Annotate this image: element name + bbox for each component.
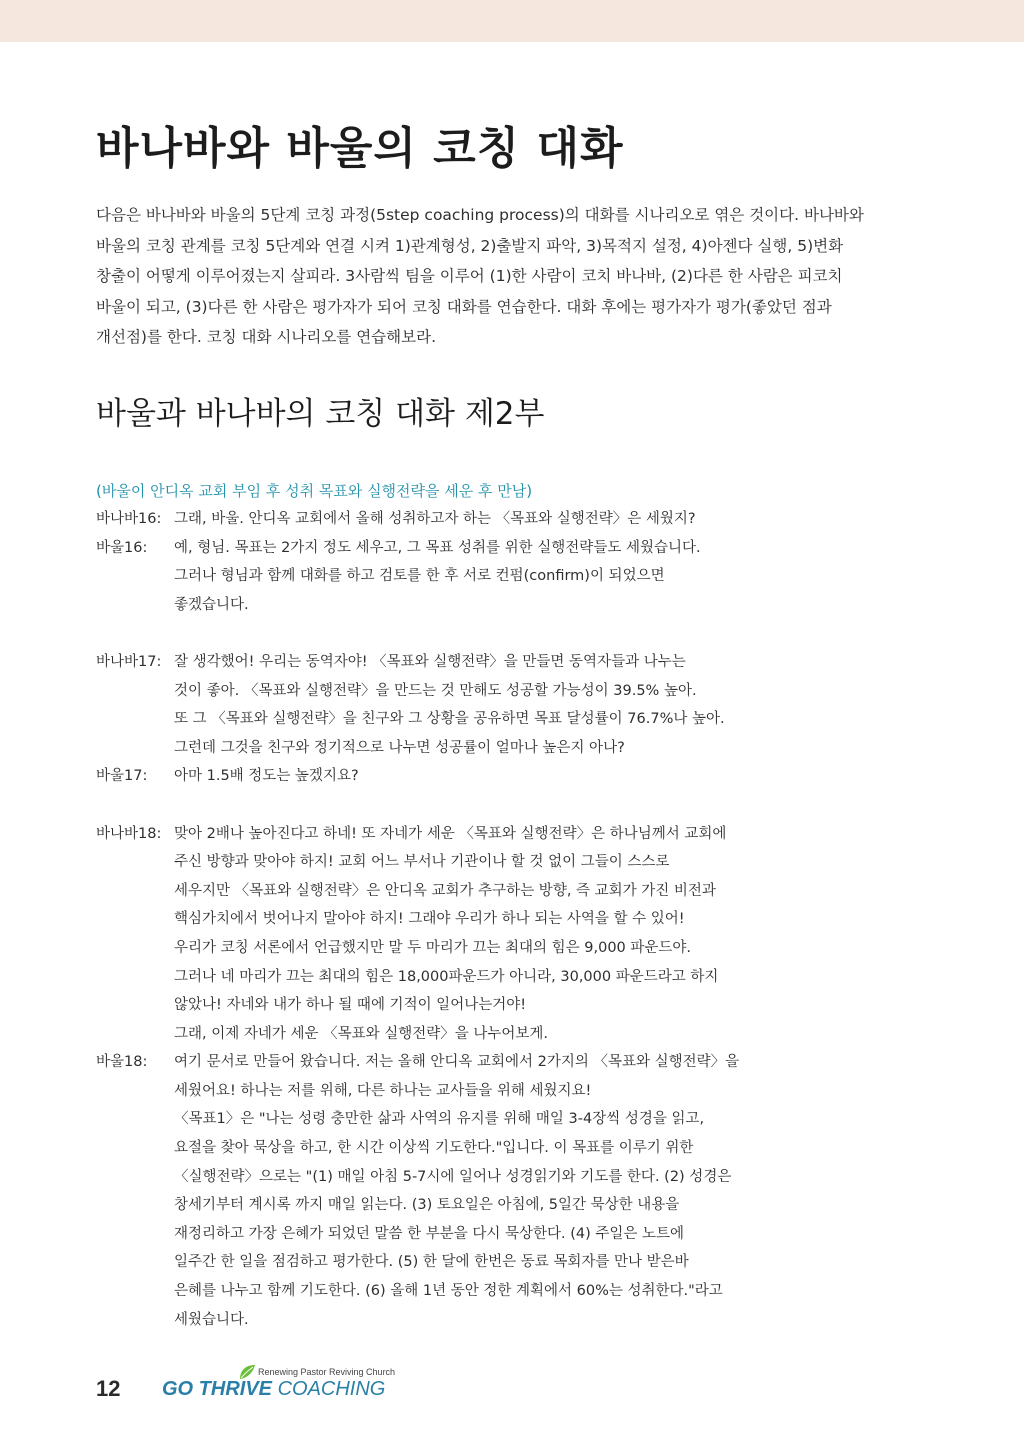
dialogue-line: 창세기부터 계시록 까지 매일 읽는다. (3) 토요일은 아침에, 5일간 묵상한 내용을 [174,1197,680,1214]
dialogue-line: 세우지만 〈목표와 실행전략〉은 안디옥 교회가 추구하는 방향, 즉 교회가 가진 비전과 [174,882,716,899]
dialogue-line: 〈목표1〉은 "나는 성령 충만한 삶과 사역의 유지를 위해 매일 3-4장씩 성경을 읽고, [174,1111,705,1128]
dialogue-line: 핵심가치에서 벗어나지 말아야 하지! 그래야 우리가 하나 되는 사역을 할 수 있어! [174,911,685,928]
speaker-label: 바울17: [96,768,148,785]
dialogue-line: 그래, 이제 자네가 세운 〈목표와 실행전략〉을 나누어보게. [174,1025,549,1042]
go-thrive-coaching-logo [162,1364,422,1404]
dialogue-turn [96,505,976,534]
speaker-label: 바나바18: [96,825,162,842]
dialogue-line: 세웠습니다. [174,1311,249,1328]
dialogue-line: 않았나! 자네와 내가 하나 될 때에 기적이 일어나는거야! [174,997,527,1014]
intro-line: 바울이 되고, (3)다른 한 사람은 평가자가 되어 코칭 대화를 연습한다. 대화 후에는 평가자가 평가(좋았던 점과 [96,297,832,316]
dialogue-line: 예, 형님. 목표는 2가지 정도 세우고, 그 목표 성취를 위한 실행전략들도 세웠습니다. [174,539,701,556]
page-title: 바나바와 바울의 코칭 대화 [96,123,624,174]
intro-line: 개선점)를 한다. 코칭 대화 시나리오를 연습해보라. [96,328,436,346]
section-subtitle: 바울과 바나바의 코칭 대화 제2부 [96,396,545,432]
dialogue-line: 은혜를 나누고 함께 기도한다. (6) 올해 1년 동안 정한 계획에서 60%는 성취한다."라고 [174,1283,723,1300]
dialogue-line: 우리가 코칭 서론에서 언급했지만 말 두 마리가 끄는 최대의 힘은 9,000 파운드야. [174,939,692,956]
speaker-label: 바울16: [96,539,148,556]
logo-tagline: Renewing Pastor Reviving Church [258,1367,396,1377]
speaker-label: 바나바16: [96,511,162,527]
dialogue-line: 여기 문서로 만들어 왔습니다. 저는 올해 안디옥 교회에서 2가지의 〈목표와 실행전략〉을 [174,1054,740,1071]
dialogue-line: 요절을 찾아 묵상을 하고, 한 시간 이상씩 기도한다."입니다. 이 목표를 이루기 위한 [174,1140,694,1157]
logo-go-thrive: GO THRIVE [162,1378,273,1400]
speaker-label: 바나바17: [96,653,162,670]
logo-wordmark [162,1378,385,1401]
dialogue-line: 잘 생각했어! 우리는 동역자야! 〈목표와 실행전략〉을 만들면 동역자들과 나누는 [174,653,686,670]
top-color-band [0,0,1024,42]
dialogue-turn [96,648,976,762]
dialogue-line: 맞아 2배나 높아진다고 하네! 또 자네가 세운 〈목표와 실행전략〉은 하나님께서 교회에 [174,825,727,842]
logo-coaching: COACHING [277,1378,386,1400]
page-number: 12 [96,1376,121,1401]
dialogue [96,505,976,1334]
dialogue-turn [96,534,976,620]
dialogue-line: 그런데 그것을 친구와 정기적으로 나누면 성공률이 얼마나 높은지 아나? [174,739,625,756]
intro-line: 바울의 코칭 관계를 코칭 5단계와 연결 시켜 1)관계형성, 2)출발지 파악, 3)목적지 설정, 4)아젠다 실행, 5)변화 [96,236,844,255]
dialogue-line: 아마 1.5배 정도는 높겠지요? [174,768,359,785]
dialogue-line: 그러나 형님과 함께 대화를 하고 검토를 한 후 서로 컨펌(confirm)이 되었으면 [174,568,665,585]
dialogue-line: 또 그 〈목표와 실행전략〉을 친구와 그 상황을 공유하면 목표 달성률이 76.7%나 높아. [174,711,725,728]
scene-note: (바울이 안디옥 교회 부임 후 성취 목표와 실행전략을 세운 후 만남) [96,482,533,500]
dialogue-turn [96,1048,976,1334]
dialogue-line: 재정리하고 가장 은혜가 되었던 말씀 한 부분을 다시 묵상한다. (4) 주일은 노트에 [174,1225,685,1242]
dialogue-line: 세웠어요! 하나는 저를 위해, 다른 하나는 교사들을 위해 세웠지요! [174,1082,592,1099]
dialogue-line: 주신 방향과 맞아야 하지! 교회 어느 부서나 기관이나 할 것 없이 그들이 스스로 [174,854,670,871]
intro-paragraph [96,200,936,353]
dialogue-turn [96,820,976,1049]
dialogue-line: 좋겠습니다. [174,596,249,613]
intro-line: 다음은 바나바와 바울의 5단계 코칭 과정(5step coaching process)의 대화를 시나리오로 엮은 것이다. 바나바와 [96,206,864,224]
dialogue-line: 일주간 한 일을 점검하고 평가한다. (5) 한 달에 한번은 동료 목회자를 만나 받은바 [174,1254,689,1271]
speaker-label: 바울18: [96,1054,148,1071]
intro-line: 창출이 어떻게 이루어졌는지 살피라. 3사람씩 팀을 이루어 (1)한 사람이 코치 바나바, (2)다른 한 사람은 피코치 [96,267,843,285]
dialogue-line: 그러나 네 마리가 끄는 최대의 힘은 18,000파운드가 아니라, 30,000 파운드라고 하지 [174,968,719,985]
dialogue-turn [96,762,976,791]
dialogue-line: 것이 좋아. 〈목표와 실행전략〉을 만드는 것 만해도 성공할 가능성이 39.5% 높아. [174,682,697,699]
dialogue-line: 〈실행전략〉으로는 "(1) 매일 아침 5-7시에 일어나 성경읽기와 기도를 한다. (2) 성경은 [174,1168,732,1185]
dialogue-line: 그래, 바울. 안디옥 교회에서 올해 성취하고자 하는 〈목표와 실행전략〉은 세웠지? [174,511,696,527]
